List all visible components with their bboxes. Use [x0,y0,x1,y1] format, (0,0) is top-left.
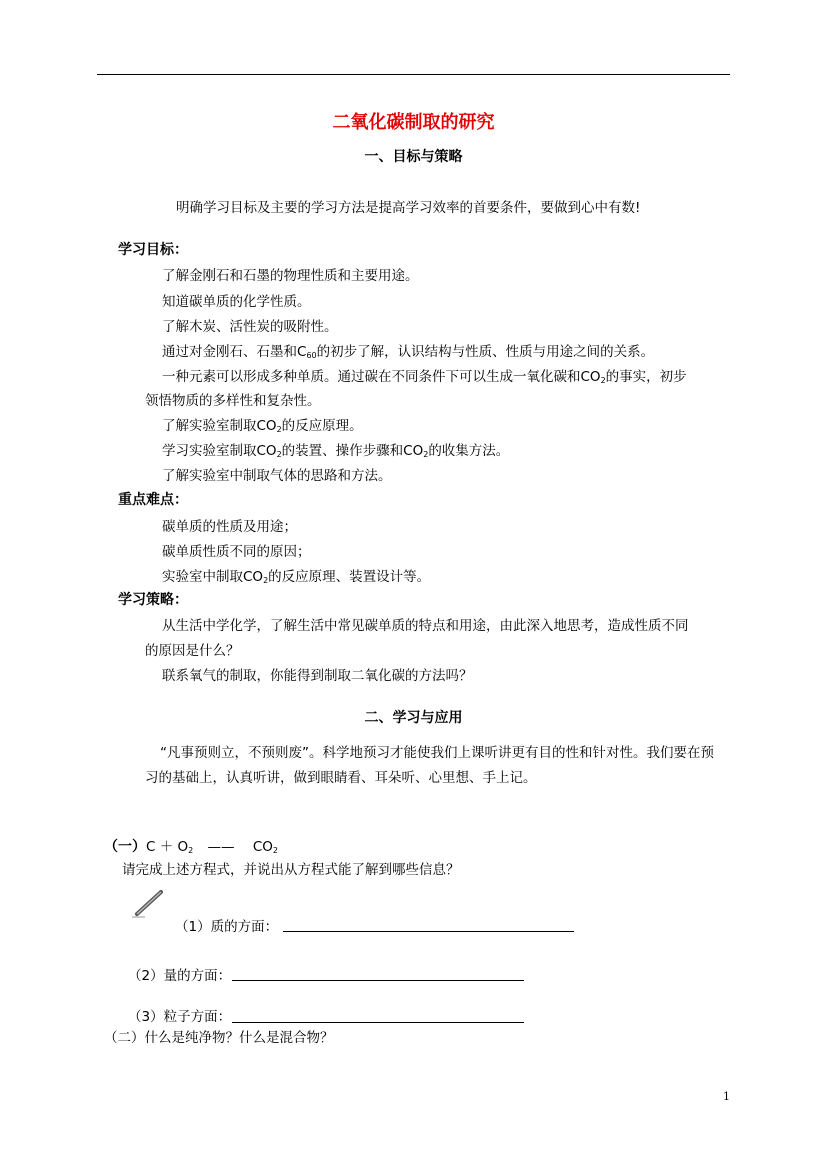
key-label: 重点难点： [118,492,188,508]
goal-6: 了解实验室制取$CO_2$的反应原理。 [162,418,363,434]
header-rule [97,74,730,75]
goal-7: 学习实验室制取$CO_2$的装置、操作步骤和$CO_2$的收集方法。 [162,443,510,459]
question1-equation: （一）$C + O_2$ —— $CO_2$ [104,839,278,855]
question2: （二）什么是纯净物？什么是混合物？ [104,1030,334,1046]
strategy-2: 联系氧气的制取，你能得到制取二氧化碳的方法吗？ [162,668,473,684]
pencil-icon [131,889,167,919]
goal-2: 知道碳单质的化学性质。 [162,294,311,310]
section2-paragraph-line2: 习的基础上，认真听讲，做到眼睛看、耳朵听、心里想、手上记。 [145,770,537,786]
section2-paragraph-line1: “凡事预则立，不预则废”。科学地预习才能使我们上课听讲更有目的性和针对性。我们要在预 [160,745,714,761]
section1-intro: 明确学习目标及主要的学习方法是提高学习效率的首要条件，要做到心中有数! [176,200,641,216]
item3-answer-line[interactable] [232,1022,524,1023]
item1-answer-line[interactable] [283,931,574,932]
question1-prompt: 请完成上述方程式，并说出从方程式能了解到哪些信息？ [122,862,460,878]
goal-8: 了解实验室中制取气体的思路和方法。 [162,468,392,484]
section1-heading: 一、目标与策略 [364,149,463,165]
key-1: 碳单质的性质及用途； [162,519,297,535]
document-title: 二氧化碳制取的研究 [332,112,495,133]
goals-label: 学习目标： [118,242,188,258]
strategy-1-continued: 的原因是什么？ [145,643,240,659]
goal-3: 了解木炭、活性炭的吸附性。 [162,319,338,335]
section2-heading: 二、学习与应用 [364,710,463,726]
strategy-1: 从生活中学化学，了解生活中常见碳单质的特点和用途，由此深入地思考，造成性质不同 [162,618,689,634]
item2-answer-line[interactable] [232,980,524,981]
item2-label: （2）量的方面： [128,968,232,984]
item1-label: （1）质的方面： [175,919,279,935]
goal-1: 了解金刚石和石墨的物理性质和主要用途。 [162,268,419,284]
page-number: 1 [723,1090,730,1103]
key-3: 实验室中制取$CO_2$的反应原理、装置设计等。 [162,569,431,585]
key-2: 碳单质性质不同的原因； [162,544,311,560]
goal-5-continued: 领悟物质的多样性和复杂性。 [145,393,321,409]
goal-5: 一种元素可以形成多种单质。通过碳在不同条件下可以生成一氧化碳和$CO_2$的事实，初步 [162,369,687,385]
goal-4: 通过对金刚石、石墨和$C_{60}$的初步了解，认识结构与性质、性质与用途之间的关系。 [162,344,655,360]
strategy-label: 学习策略： [118,592,188,608]
item3-label: （3）粒子方面： [128,1009,232,1025]
